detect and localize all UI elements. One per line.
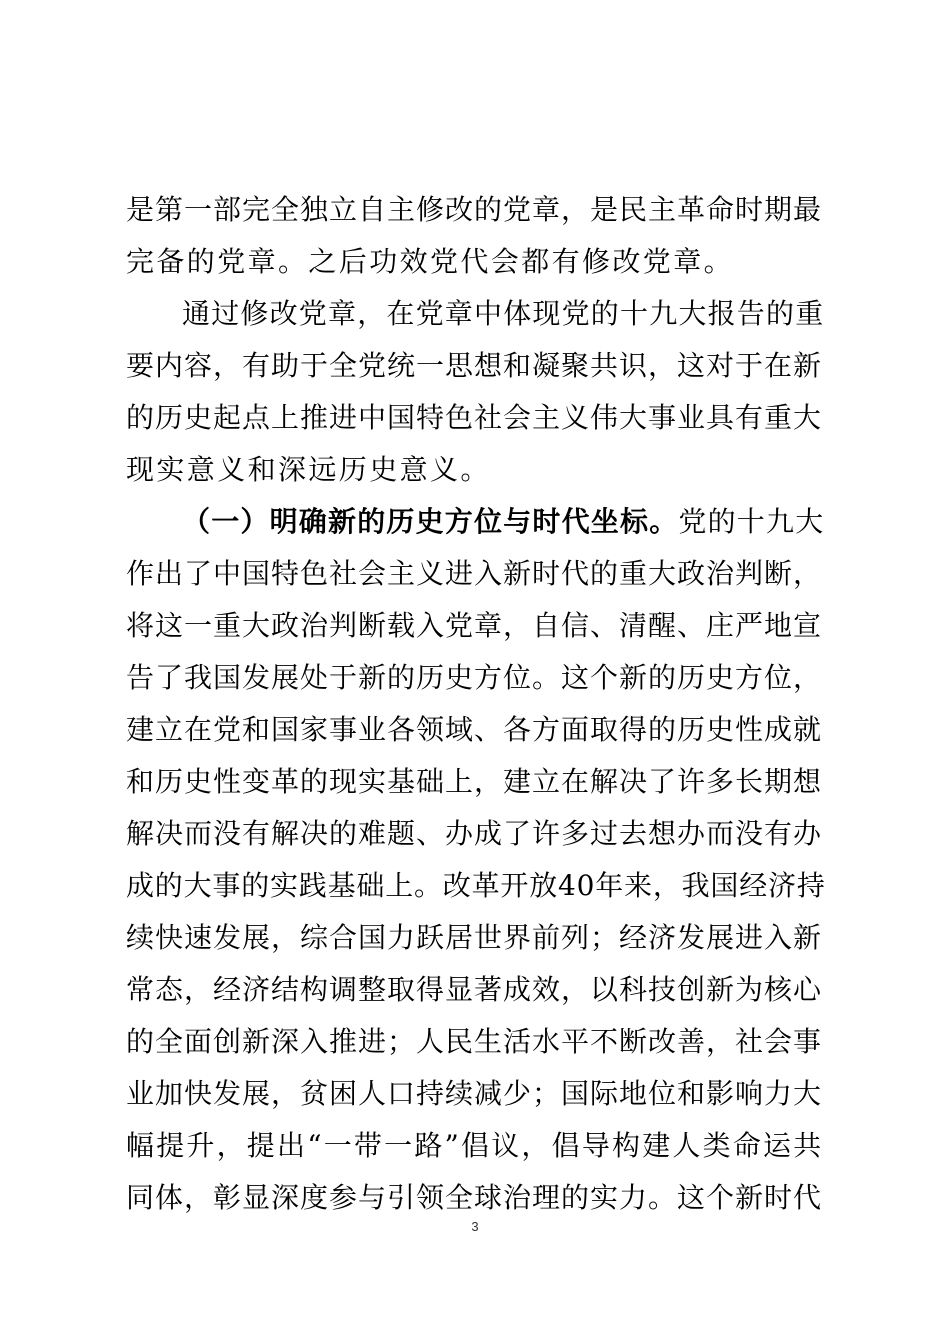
page-number: 3 [471,1219,479,1234]
text-line: 解决而没有解决的难题、办成了许多过去想办而没有办 [126,817,823,850]
text-line: 是第一部完全独立自主修改的党章，是民主革命时期最 [126,193,823,226]
section-lead-text: 党的十九大 [678,505,825,538]
section-heading: （一）明确新的历史方位与时代坐标。 [182,505,679,538]
text-line: 的历史起点上推进中国特色社会主义伟大事业具有重大 [126,401,823,434]
text-line: 幅提升，提出“一带一路”倡议，倡导构建人类命运共 [126,1129,824,1162]
text-line: 建立在党和国家事业各领域、各方面取得的历史性成就 [126,713,823,746]
text-line: 业加快发展，贫困人口持续减少；国际地位和影响力大 [126,1077,823,1110]
section-heading-line [182,496,826,548]
text-line: 要内容，有助于全党统一思想和凝聚共识，这对于在新 [126,349,823,382]
text-line: 续快速发展，综合国力跃居世界前列；经济发展进入新 [126,921,823,954]
text-line: 告了我国发展处于新的历史方位。这个新的历史方位， [126,661,823,694]
text-line: 和历史性变革的现实基础上，建立在解决了许多长期想 [126,765,823,798]
text-line: 常态，经济结构调整取得显著成效，以科技创新为核心 [126,973,823,1006]
text-line: 作出了中国特色社会主义进入新时代的重大政治判断， [126,557,823,590]
text-line: 同体，彰显深度参与引领全球治理的实力。这个新时代 [126,1181,823,1214]
text-line: 将这一重大政治判断载入党章，自信、清醒、庄严地宣 [126,609,823,642]
text-line: 成的大事的实践基础上。改革开放40年来，我国经济持 [126,869,826,902]
text-line: 的全面创新深入推进；人民生活水平不断改善，社会事 [126,1025,823,1058]
text-line: 现实意义和深远历史意义。 [126,453,491,486]
text-line: 完备的党章。之后功效党代会都有修改党章。 [126,245,735,278]
paragraph-first-line: 通过修改党章，在党章中体现党的十九大报告的重 [182,297,825,330]
